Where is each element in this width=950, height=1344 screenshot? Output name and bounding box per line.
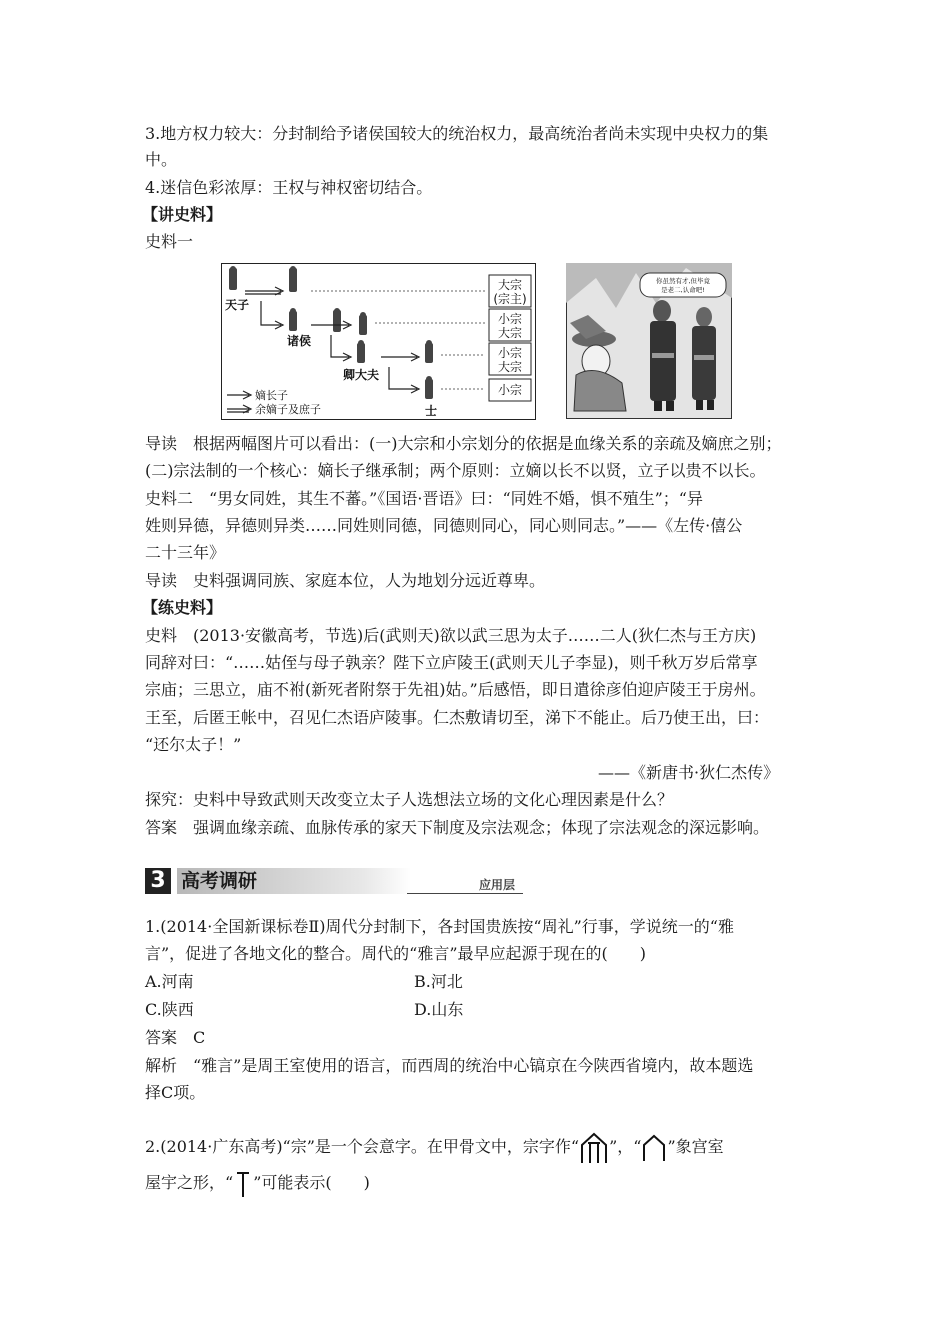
clan-hierarchy-diagram	[221, 263, 537, 421]
section-title: 高考调研	[177, 868, 411, 894]
box-zongzhu-label: (宗主)	[493, 292, 527, 306]
bubble-text: 你虽然有才,但毕竟	[655, 277, 711, 285]
question-stem: 1.(2014·全国新课标卷Ⅱ)周代分封制下，各封国贵族按“周礼”行事，学说统一的“雅	[145, 917, 734, 936]
cartoon-image	[566, 263, 732, 419]
text-line: 姓则异德，异德则异类……同姓则同德，同德则同心，同心则同志。”——《左传·僖公	[145, 516, 743, 535]
citation-line: ——《新唐书·狄仁杰传》	[598, 763, 780, 782]
text-line: 王至，后匿王帐中，召见仁杰语庐陵事。仁杰敷请切至，涕下不能止。后乃使王出，曰：	[145, 708, 770, 727]
zong-oracle-glyph-icon	[579, 1131, 609, 1165]
text-line: 导读 根据两幅图片可以看出：(一)大宗和小宗划分的依据是血缘关系的亲疏及嫡庶之别；	[145, 434, 782, 453]
q2-text: ”，“	[609, 1137, 642, 1156]
section-layer-label: 应用层	[479, 878, 516, 892]
option-c: C.陕西	[145, 1000, 194, 1019]
q2-text: 2.(2014·广东高考)“宗”是一个会意字。在甲骨文中，宗字作“	[145, 1137, 580, 1156]
q2-text: ”可能表示( )	[253, 1173, 370, 1192]
altar-oracle-glyph-icon	[233, 1169, 253, 1199]
text-line: 4.迷信色彩浓厚：王权与神权密切结合。	[145, 178, 433, 197]
section-heading: 【练史料】	[142, 598, 223, 617]
box-dazong-label: 大宗	[497, 326, 523, 340]
explanation-line: 解析 “雅言”是周王室使用的语言，而西周的统治中心镐京在今陕西省境内，故本题选	[145, 1056, 754, 1075]
tianzi-label: 天子	[225, 298, 250, 312]
bubble-text: 是老二,认命吧!	[661, 286, 705, 294]
section-heading: 【讲史料】	[142, 205, 223, 224]
text-line: 中。	[145, 150, 178, 169]
explanation-line: 择C项。	[145, 1083, 206, 1102]
text-line: 3.地方权力较大：分封制给予诸侯国较大的统治权力，最高统治者尚未实现中央权力的集	[145, 124, 769, 143]
roof-oracle-glyph-icon	[641, 1133, 667, 1163]
box-xiaozong-label: 小宗	[497, 312, 523, 326]
text-line: 二十三年》	[145, 543, 226, 562]
text-line: “还尔太子！”	[145, 735, 242, 754]
text-line: 史料一	[145, 232, 194, 251]
qingdafu-label: 卿大夫	[343, 368, 380, 382]
option-d: D.山东	[414, 1000, 464, 1019]
text-line: 同辞对曰：“……姑侄与母子孰亲？陛下立庐陵王(武则天儿子李显)，则千秋万岁后常享	[145, 653, 758, 672]
text-line: 史料 (2013·安徽高考，节选)后(武则天)欲以武三思为太子……二人(狄仁杰与王方庆)	[145, 626, 757, 645]
shi-label: 士	[425, 404, 438, 418]
question-2-line	[145, 1130, 724, 1164]
answer-line: 答案 C	[145, 1028, 206, 1047]
option-a: A.河南	[145, 972, 194, 991]
section-number: 3	[145, 868, 171, 894]
text-line: 导读 史料强调同族、家庭本位，人为地划分远近尊卑。	[145, 571, 546, 590]
option-b: B.河北	[414, 972, 463, 991]
text-line: 史料二 “男女同姓，其生不蕃。”《国语·晋语》曰：“同姓不婚，惧不殖生”；“异	[145, 489, 703, 508]
text-line: 探究：史料中导致武则天改变立太子人选想法立场的文化心理因素是什么？	[145, 790, 674, 809]
box-dazong-label: 大宗	[497, 278, 523, 292]
section-header	[145, 868, 523, 896]
text-line: 宗庙；三思立，庙不祔(新死者附祭于先祖)姑。”后感悟，即日遣徐彦伯迎庐陵王于房州。	[145, 680, 766, 699]
q2-text: ”象宫室	[667, 1137, 724, 1156]
q2-text: 屋宇之形，“	[145, 1173, 234, 1192]
section-divider	[407, 893, 523, 894]
zhuhou-label: 诸侯	[287, 334, 312, 348]
text-line: 答案 强调血缘亲疏、血脉传承的家天下制度及宗法观念；体现了宗法观念的深远影响。	[145, 818, 770, 837]
legend-eldest-son: 嫡长子	[255, 389, 288, 402]
question-stem: 言”，促进了各地文化的整合。周代的“雅言”最早应起源于现在的( )	[145, 944, 647, 963]
question-2-line	[145, 1166, 370, 1200]
legend-other-sons: 余嫡子及庶子	[255, 403, 321, 416]
text-line: (二)宗法制的一个核心：嫡长子继承制；两个原则：立嫡以长不以贤，立子以贵不以长。	[145, 461, 766, 480]
box-dazong-label: 大宗	[497, 360, 523, 374]
box-xiaozong-label: 小宗	[497, 383, 523, 397]
box-xiaozong-label: 小宗	[497, 346, 523, 360]
